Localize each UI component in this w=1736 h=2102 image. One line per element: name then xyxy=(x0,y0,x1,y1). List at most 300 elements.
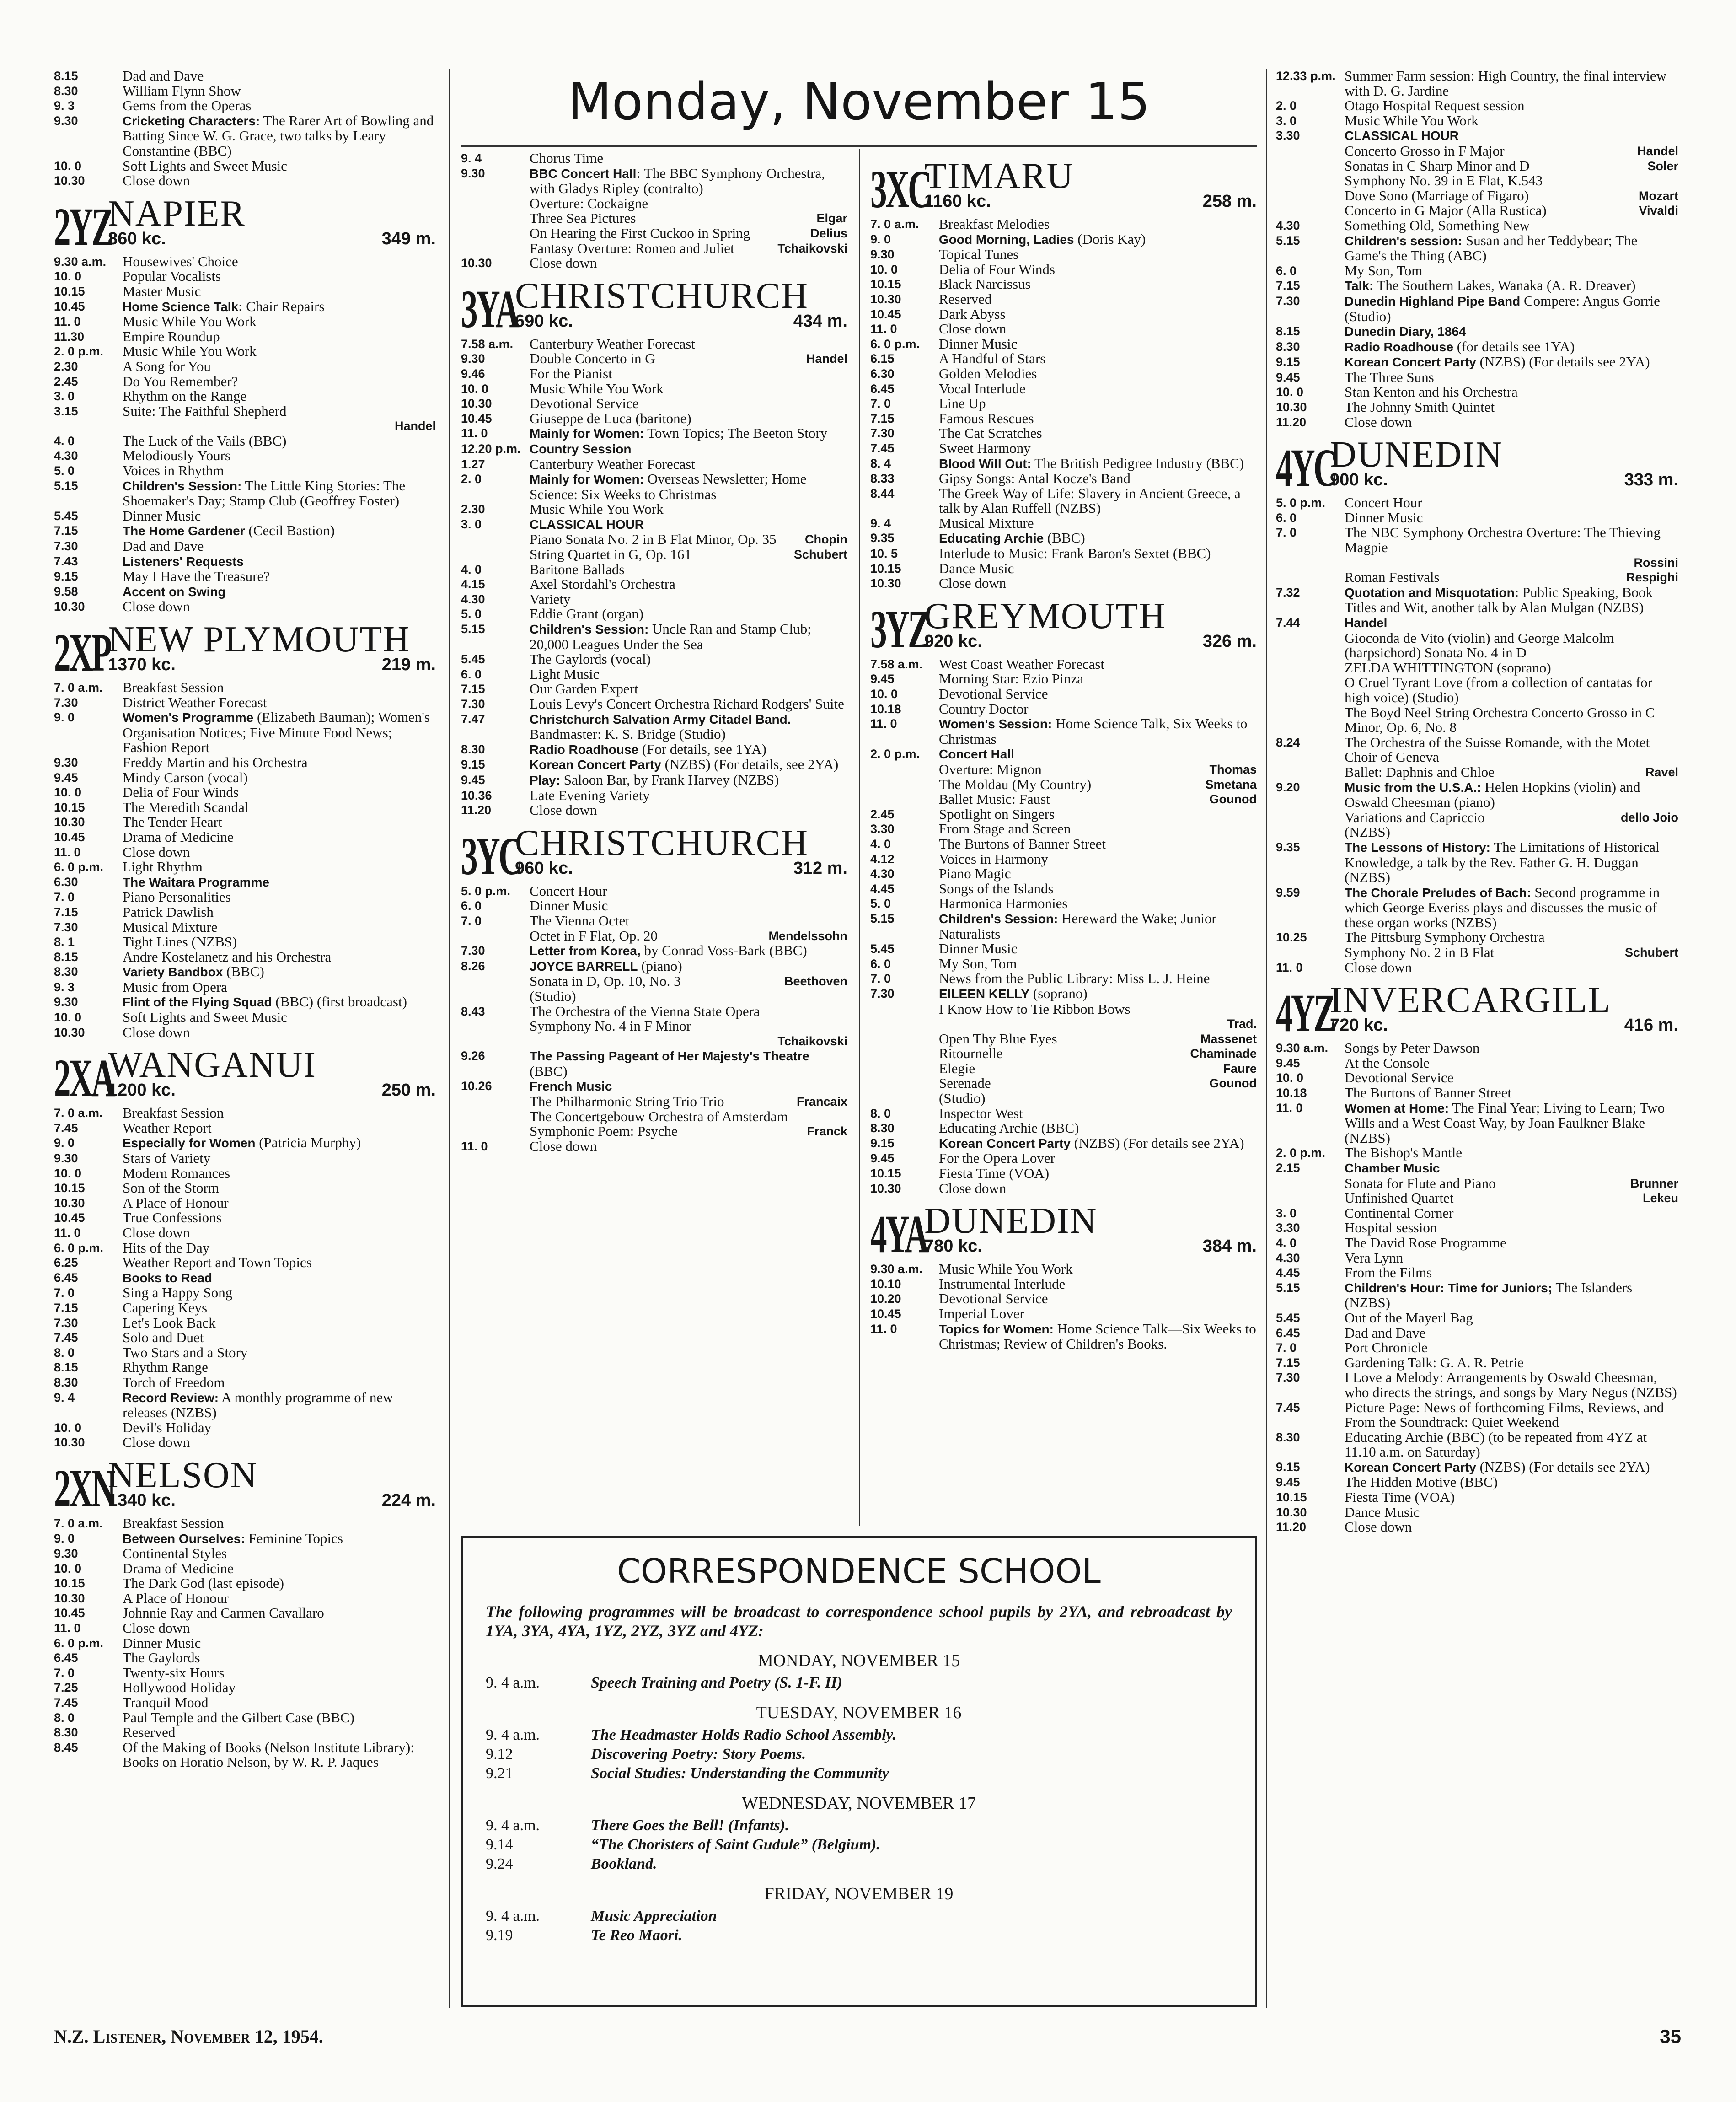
station-info xyxy=(1330,980,1678,1035)
programme-entry xyxy=(54,173,436,188)
programme-description: The BBC Symphony Orchestra, with Gladys Ripley (contralto) xyxy=(530,165,825,197)
programme-text xyxy=(1345,98,1678,113)
programme-highlight: JOYCE BARRELL xyxy=(530,959,638,973)
correspondence-programme: Discovering Poetry: Story Poems. xyxy=(591,1746,806,1763)
programme-text xyxy=(123,1181,436,1196)
programme-highlight: Especially for Women xyxy=(123,1136,256,1150)
programme-text xyxy=(530,943,847,959)
programme-time: 6.45 xyxy=(54,1270,78,1285)
programme-description: A Place of Honour xyxy=(123,1590,229,1606)
station-header xyxy=(54,619,436,683)
programme-text xyxy=(1345,735,1678,765)
programme-text xyxy=(1345,1086,1678,1101)
programme-entry xyxy=(1276,1251,1678,1266)
programme-text xyxy=(1345,294,1678,324)
programme-entry xyxy=(54,1151,436,1166)
programme-entry xyxy=(54,1636,436,1651)
programme-text xyxy=(530,441,847,457)
programme-time: 10.30 xyxy=(1276,1505,1307,1519)
programme-time: 10.15 xyxy=(54,1576,85,1591)
programme-text xyxy=(530,697,847,712)
programme-time: 11. 0 xyxy=(54,315,81,329)
programme-text xyxy=(1345,615,1678,631)
programme-description: The Pittsburg Symphony Orchestra xyxy=(1345,929,1545,946)
programme-description: Louis Levy's Concert Orchestra Richard Rodgers' Suite xyxy=(530,696,844,712)
programme-text xyxy=(1345,525,1678,555)
programme-time: 9. 3 xyxy=(54,980,75,994)
programme-entry xyxy=(54,1420,436,1435)
detail-title: Sonatas in C Sharp Minor and D xyxy=(1345,157,1530,174)
programme-entry xyxy=(1276,1236,1678,1251)
programme-time: 4. 0 xyxy=(54,434,75,448)
station-callsign: 2XP xyxy=(54,623,110,683)
programme-highlight: Quotation and Misquotation: xyxy=(1345,585,1519,600)
programme-entry xyxy=(1276,233,1678,263)
programme-description: Freddy Martin and his Orchestra xyxy=(123,754,308,770)
programme-description: Variety xyxy=(530,591,571,607)
programme-description: Dad and Dave xyxy=(123,538,204,554)
programme-description: Otago Hospital Request session xyxy=(1345,97,1525,114)
detail-composer: Tchaikovski xyxy=(777,1034,847,1048)
programme-description: The Cat Scratches xyxy=(939,425,1042,441)
programme-text xyxy=(939,1291,1257,1306)
programme-description: Soft Lights and Sweet Music xyxy=(123,1009,287,1026)
programme-time: 7. 0 xyxy=(54,890,75,904)
programme-text xyxy=(530,396,847,411)
programme-text xyxy=(939,516,1257,531)
programme-text xyxy=(530,788,847,803)
programme-time: 4. 0 xyxy=(870,837,891,851)
programme-time: 9.46 xyxy=(461,366,485,381)
station-kc: 1200 kc. xyxy=(108,1081,176,1100)
programme-time: 10. 0 xyxy=(54,159,82,173)
programme-entry xyxy=(54,569,436,584)
station-callsign: 4YC xyxy=(1276,438,1336,498)
detail-title: Ballet Music: Faust xyxy=(939,791,1050,807)
programme-description: Torch of Freedom xyxy=(123,1374,225,1390)
programme-text xyxy=(123,1196,436,1211)
programme-description: Close down xyxy=(123,844,190,860)
detail-composer: Beethoven xyxy=(784,974,847,989)
programme-description: Picture Page: News of forthcoming Films, Reviews, and From the Soundtrack: Quiet Weekend xyxy=(1345,1399,1664,1430)
programme-text xyxy=(123,1106,436,1121)
programme-entry xyxy=(461,166,847,196)
programme-text xyxy=(939,971,1257,986)
programme-time: 10.30 xyxy=(54,1025,85,1039)
programme-time: 7.32 xyxy=(1276,585,1300,599)
programme-description: Breakfast Session xyxy=(123,679,224,695)
programme-entry xyxy=(54,1621,436,1636)
station-wavelength: 258 m. xyxy=(1202,192,1257,211)
station-frequency xyxy=(108,1491,436,1510)
programme-text xyxy=(939,1306,1257,1322)
programme-text xyxy=(123,875,436,890)
detail-composer: Vivaldi xyxy=(1639,204,1678,218)
programme-text xyxy=(939,1136,1257,1151)
programme-description: Vera Lynn xyxy=(1345,1249,1404,1266)
programme-detail xyxy=(1276,661,1678,676)
programme-description: Andre Kostelanetz and his Orchestra xyxy=(123,948,332,965)
programme-time: 11.20 xyxy=(1276,1520,1307,1534)
programme-highlight: BBC Concert Hall: xyxy=(530,166,641,181)
station-frequency xyxy=(1330,471,1678,489)
programme-time: 9. 4 xyxy=(870,516,891,530)
programme-text xyxy=(1345,585,1678,615)
programme-entry xyxy=(54,785,436,800)
programme-time: 9. 4 xyxy=(54,1390,75,1404)
programme-entry xyxy=(870,1106,1257,1121)
programme-entry xyxy=(1276,1101,1678,1146)
correspondence-time: 9.19 xyxy=(486,1927,513,1944)
programme-text xyxy=(530,517,847,532)
programme-detail xyxy=(1276,675,1678,705)
programme-description: Concert Hour xyxy=(1345,495,1422,511)
programme-text xyxy=(1345,1161,1678,1176)
programme-entry xyxy=(461,914,847,929)
station-callsign: 3XC xyxy=(870,159,931,219)
programme-entry xyxy=(870,822,1257,837)
programme-detail xyxy=(870,1016,1257,1032)
programme-description: Second programme in which George Everiss plays and discusses the music of these organ works (NZBS) xyxy=(1345,884,1660,930)
station-frequency xyxy=(515,859,847,877)
programme-entry xyxy=(1276,585,1678,615)
footer-publication: N.Z. Listener, November 12, 1954. xyxy=(54,2026,323,2047)
programme-highlight: Country Session xyxy=(530,441,632,456)
programme-text xyxy=(939,1322,1257,1352)
programme-description: Home Science Talk—Six Weeks to Christmas; Review of Children's Books. xyxy=(939,1320,1256,1352)
programme-text xyxy=(123,434,436,449)
programme-text xyxy=(939,911,1257,941)
programme-entry xyxy=(1276,495,1678,511)
programme-time: 7. 0 xyxy=(1276,1341,1297,1355)
detail-composer: Lekeu xyxy=(1642,1191,1678,1205)
programme-entry xyxy=(870,396,1257,411)
programme-highlight: Concert Hall xyxy=(939,747,1014,762)
programme-text xyxy=(939,1181,1257,1196)
programme-description: Dark Abyss xyxy=(939,306,1006,322)
detail-title: I Know How to Tie Ribbon Bows xyxy=(939,1000,1131,1017)
programme-text xyxy=(123,1725,436,1740)
programme-text xyxy=(1345,1056,1678,1071)
detail-title: Sonata in D, Op. 10, No. 3 xyxy=(530,973,681,989)
programme-entry xyxy=(461,151,847,166)
programme-entry xyxy=(1276,1041,1678,1056)
programme-entry xyxy=(870,957,1257,972)
programme-time: 9. 0 xyxy=(54,1136,75,1150)
correspondence-programme: Bookland. xyxy=(591,1855,657,1872)
programme-description: Son of the Storm xyxy=(123,1180,219,1196)
programme-entry xyxy=(54,389,436,404)
programme-time: 7.30 xyxy=(1276,1371,1300,1385)
programme-time: 8. 4 xyxy=(870,456,891,470)
programme-entry xyxy=(870,687,1257,702)
detail-title: Sonata for Flute and Piano xyxy=(1345,1175,1496,1191)
programme-text xyxy=(1345,1070,1678,1086)
programme-entry xyxy=(54,1135,436,1151)
programme-detail xyxy=(461,989,847,1004)
column-divider xyxy=(449,69,450,2008)
programme-text xyxy=(939,217,1257,232)
station-header xyxy=(461,275,847,339)
listings-column-2 xyxy=(461,151,847,1154)
programme-text xyxy=(123,1636,436,1651)
programme-text xyxy=(939,941,1257,957)
programme-description: Topical Tunes xyxy=(939,246,1019,263)
programme-highlight: Korean Concert Party xyxy=(530,758,661,772)
programme-description: Hospital session xyxy=(1345,1220,1437,1236)
programme-text xyxy=(1345,1460,1678,1475)
programme-description: Dinner Music xyxy=(939,941,1018,957)
programme-text xyxy=(123,569,436,584)
station-header xyxy=(461,823,847,886)
station-city: DUNEDIN xyxy=(1330,435,1503,475)
programme-description: Drama of Medicine xyxy=(123,828,234,845)
programme-text xyxy=(123,1606,436,1621)
programme-entry xyxy=(1276,263,1678,279)
programme-description: From the Films xyxy=(1345,1264,1432,1281)
detail-composer: Elgar xyxy=(816,211,847,226)
programme-highlight: Letter from Korea, xyxy=(530,944,641,958)
programme-description: Close down xyxy=(939,1180,1007,1196)
programme-time: 10. 0 xyxy=(870,687,898,701)
programme-description: Music from Opera xyxy=(123,978,227,995)
programme-text xyxy=(530,592,847,607)
programme-text xyxy=(939,822,1257,837)
programme-text xyxy=(123,1166,436,1181)
programme-time: 7.15 xyxy=(54,905,78,919)
station-city: CHRISTCHURCH xyxy=(515,275,809,316)
programme-text xyxy=(939,1151,1257,1166)
programme-highlight: Radio Roadhouse xyxy=(530,742,639,757)
programme-text xyxy=(123,159,436,174)
programme-time: 9.30 xyxy=(54,113,78,128)
programme-description: Music While You Work xyxy=(530,380,664,397)
programme-time: 8.30 xyxy=(1276,1430,1300,1444)
programme-text xyxy=(123,1591,436,1606)
correspondence-programme: Social Studies: Understanding the Community xyxy=(591,1765,889,1782)
programme-description: The Dark God (last episode) xyxy=(123,1575,284,1591)
programme-time: 6. 0 xyxy=(461,899,482,913)
programme-time: 9.45 xyxy=(870,1151,895,1166)
programme-text xyxy=(123,1710,436,1726)
programme-entry xyxy=(54,404,436,419)
station-header xyxy=(870,1201,1257,1264)
programme-highlight: Books to Read xyxy=(123,1270,213,1285)
programme-text xyxy=(530,577,847,592)
programme-entry xyxy=(1276,1475,1678,1490)
programme-detail xyxy=(870,762,1257,777)
programme-description: Tranquil Mood xyxy=(123,1694,209,1711)
programme-time: 3. 0 xyxy=(54,389,75,403)
programme-entry xyxy=(461,667,847,682)
programme-description: Home Science Talk, Six Weeks to Christmas xyxy=(939,715,1248,747)
programme-time: 7. 0 xyxy=(461,914,482,928)
programme-detail xyxy=(461,226,847,241)
detail-title: O Cruel Tyrant Love (from a collection of cantatas for high voice) (Studio) xyxy=(1345,674,1652,705)
programme-entry xyxy=(54,1210,436,1226)
programme-description: Master Music xyxy=(123,283,201,299)
programme-text xyxy=(530,366,847,382)
programme-highlight: Korean Concert Party xyxy=(1345,355,1476,370)
programme-time: 9.35 xyxy=(1276,840,1300,854)
programme-time: 8. 1 xyxy=(54,935,75,949)
programme-entry xyxy=(1276,840,1678,885)
programme-text xyxy=(123,1666,436,1681)
programme-text xyxy=(123,299,436,315)
programme-text xyxy=(530,682,847,697)
programme-text xyxy=(123,463,436,478)
correspondence-row xyxy=(486,1673,1232,1693)
programme-description: Close down xyxy=(123,172,190,189)
programme-description: Melodiously Yours xyxy=(123,447,230,464)
programme-description: Close down xyxy=(123,1225,190,1241)
correspondence-time: 9. 4 a.m. xyxy=(486,1817,540,1834)
programme-text xyxy=(1345,355,1678,370)
programme-time: 6. 0 xyxy=(870,957,891,971)
programme-entry xyxy=(461,712,847,742)
programme-time: 10.45 xyxy=(461,411,492,425)
programme-description: Port Chronicle xyxy=(1345,1339,1428,1356)
programme-text xyxy=(123,389,436,404)
programme-entry xyxy=(1276,885,1678,930)
programme-text xyxy=(530,1139,847,1154)
programme-text xyxy=(939,576,1257,591)
programme-time: 3.30 xyxy=(870,822,895,836)
correspondence-programme: Speech Training and Poetry (S. 1-F. II) xyxy=(591,1674,842,1691)
programme-description: Bandmaster: K. S. Bridge (Studio) xyxy=(530,726,726,742)
programme-time: 10.45 xyxy=(54,299,85,313)
programme-highlight: Play: xyxy=(530,773,560,787)
programme-entry xyxy=(54,1546,436,1561)
station-kc: 1160 kc. xyxy=(924,192,991,211)
detail-title: Concerto in G Major (Alla Rustica) xyxy=(1345,202,1547,219)
programme-entry xyxy=(54,509,436,524)
programme-description: The Islanders (NZBS) xyxy=(1345,1279,1633,1311)
programme-text xyxy=(123,710,436,755)
programme-time: 7. 0 xyxy=(54,1666,75,1680)
programme-text xyxy=(123,374,436,389)
programme-description: Drama of Medicine xyxy=(123,1560,234,1576)
programme-time: 4. 0 xyxy=(461,562,482,576)
programme-entry xyxy=(870,911,1257,941)
programme-text xyxy=(123,1285,436,1301)
programme-entry xyxy=(461,366,847,382)
programme-text xyxy=(123,539,436,554)
programme-entry xyxy=(54,1390,436,1420)
programme-entry xyxy=(870,262,1257,277)
programme-time: 8.15 xyxy=(54,950,78,964)
programme-time: 9.15 xyxy=(461,758,485,772)
programme-text xyxy=(939,837,1257,852)
programme-entry xyxy=(54,695,436,710)
programme-text xyxy=(939,852,1257,867)
programme-highlight: Listeners' Requests xyxy=(123,554,244,569)
station-wavelength: 416 m. xyxy=(1624,1016,1678,1035)
programme-description: Music While You Work xyxy=(123,343,257,360)
detail-title: Symphony No. 4 in F Minor xyxy=(530,1018,691,1034)
programme-time: 2. 0 p.m. xyxy=(1276,1146,1326,1160)
programme-text xyxy=(530,472,847,502)
programme-entry xyxy=(54,84,436,99)
programme-time: 10.45 xyxy=(54,830,85,844)
programme-text xyxy=(939,351,1257,366)
station-kc: 1340 kc. xyxy=(108,1490,176,1510)
programme-highlight: Women's Session: xyxy=(939,717,1052,731)
programme-highlight: Mainly for Women: xyxy=(530,472,644,487)
station-header xyxy=(870,156,1257,219)
station-city: NELSON xyxy=(108,1455,258,1495)
programme-time: 10.25 xyxy=(1276,930,1307,945)
programme-time: 8.44 xyxy=(870,486,895,500)
programme-detail xyxy=(461,196,847,211)
programme-time: 3.30 xyxy=(1276,129,1300,143)
programme-text xyxy=(530,1004,847,1019)
programme-entry xyxy=(870,292,1257,307)
programme-text xyxy=(939,471,1257,486)
programme-time: 11. 0 xyxy=(1276,960,1303,974)
programme-time: 8. 0 xyxy=(870,1106,891,1120)
programme-detail xyxy=(461,241,847,256)
programme-description: Chair Repairs xyxy=(242,298,325,314)
station-callsign: 2XN xyxy=(54,1458,114,1518)
programme-entry xyxy=(1276,1460,1678,1475)
programme-text xyxy=(123,69,436,84)
programme-entry xyxy=(870,807,1257,822)
detail-composer: Brunner xyxy=(1630,1176,1678,1190)
programme-description: A monthly programme of new releases (NZBS) xyxy=(123,1389,393,1421)
programme-time: 2.30 xyxy=(54,359,78,373)
programme-entry xyxy=(54,523,436,539)
programme-time: 10.30 xyxy=(870,292,901,306)
station-info xyxy=(515,823,847,878)
programme-entry xyxy=(461,592,847,607)
programme-description: Weather Report and Town Topics xyxy=(123,1254,312,1271)
programme-text xyxy=(123,523,436,539)
programme-entry xyxy=(461,788,847,803)
programme-entry xyxy=(1276,218,1678,233)
programme-description: (Doris Kay) xyxy=(1074,231,1146,247)
programme-detail xyxy=(870,1032,1257,1047)
programme-entry xyxy=(54,1576,436,1591)
programme-time: 4.30 xyxy=(461,592,485,606)
programme-entry xyxy=(1276,780,1678,810)
programme-text xyxy=(939,657,1257,672)
station-wavelength: 349 m. xyxy=(381,229,436,248)
programme-entry xyxy=(870,351,1257,366)
detail-composer: Franck xyxy=(807,1124,847,1139)
detail-title: The Concertgebouw Orchestra of Amsterdam xyxy=(530,1108,788,1124)
programme-time: 8.30 xyxy=(54,1726,78,1740)
programme-entry xyxy=(461,943,847,959)
programme-description: Close down xyxy=(1345,959,1412,975)
programme-time: 7.45 xyxy=(54,1696,78,1710)
programme-entry xyxy=(870,837,1257,852)
station-city: WANGANUI xyxy=(108,1045,316,1086)
programme-description: Of the Making of Books (Nelson Institute Library): Books on Horatio Nelson, by W. R. P. Jaques xyxy=(123,1739,414,1770)
programme-time: 2.15 xyxy=(1276,1161,1300,1175)
programme-entry xyxy=(1276,370,1678,385)
programme-entry xyxy=(54,1695,436,1710)
programme-time: 9.30 xyxy=(461,352,485,366)
programme-entry xyxy=(870,441,1257,456)
programme-text xyxy=(123,173,436,188)
programme-entry xyxy=(54,284,436,299)
programme-text xyxy=(123,680,436,695)
programme-description: The Luck of the Vails (BBC) xyxy=(123,432,287,449)
programme-text xyxy=(1345,415,1678,430)
programme-entry xyxy=(870,516,1257,531)
programme-highlight: The Passing Pageant of Her Majesty's Theatre xyxy=(530,1049,809,1064)
